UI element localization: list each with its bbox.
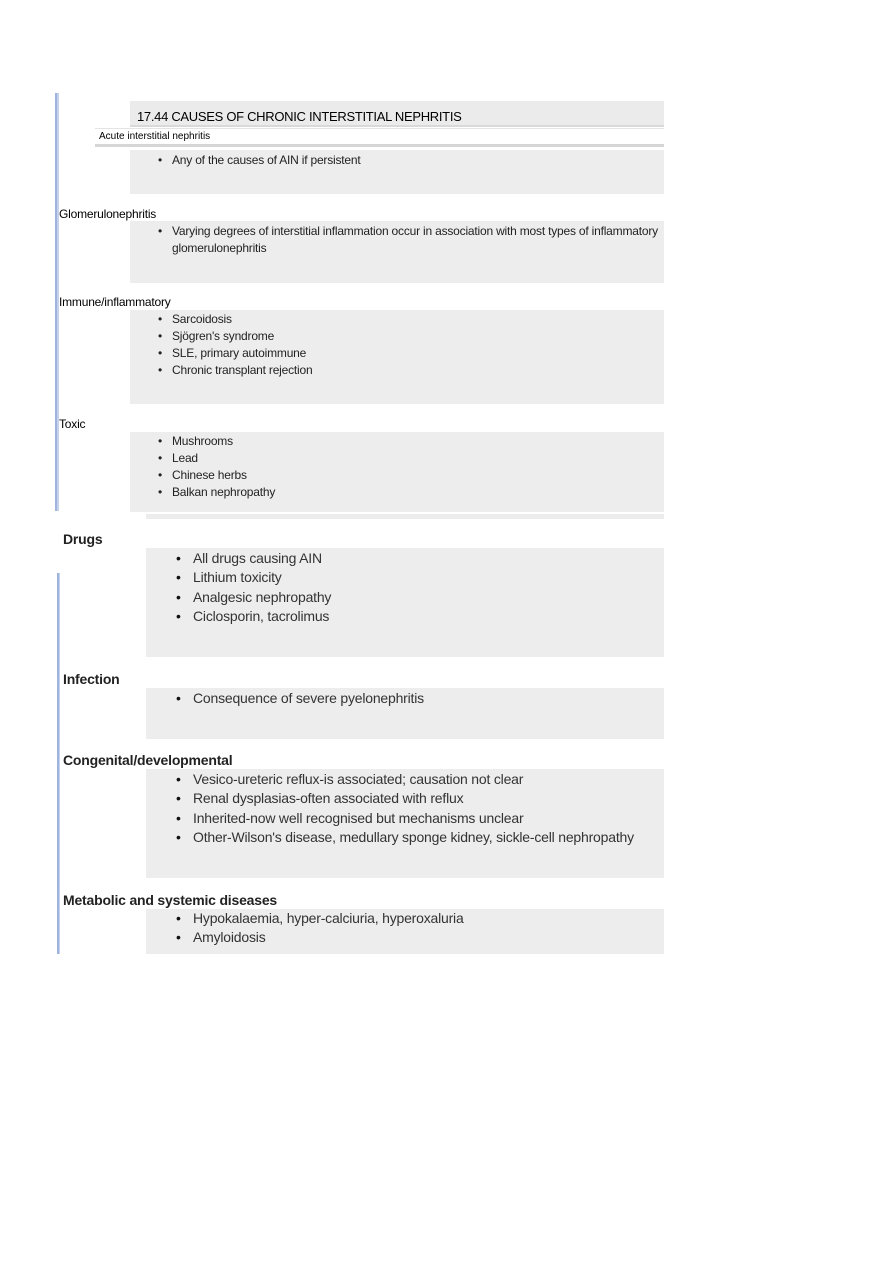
list-item: • Any of the causes of AIN if persistent	[158, 152, 361, 169]
list-item: • Sarcoidosis	[158, 311, 312, 328]
list-item: • Lead	[158, 450, 275, 467]
list-immune	[158, 311, 312, 379]
divider	[146, 514, 664, 519]
section-heading-metabolic: Metabolic and systemic diseases	[63, 892, 278, 908]
list-item: • Balkan nephropathy	[158, 484, 275, 501]
list-glomerulonephritis	[158, 223, 663, 257]
list-item: • All drugs causing AIN	[176, 549, 331, 568]
page-title: 17.44 CAUSES OF CHRONIC INTERSTITIAL NEPHRITIS	[137, 109, 462, 124]
list-item: • Analgesic nephropathy	[176, 588, 331, 607]
list-item: • SLE, primary autoimmune	[158, 345, 312, 362]
list-item: • Chronic transplant rejection	[158, 362, 312, 379]
list-item: • Mushrooms	[158, 433, 275, 450]
list-item: • Inherited-now well recognised but mechanisms unclear	[176, 809, 634, 828]
list-acute	[158, 152, 361, 169]
section-heading-immune: Immune/inflammatory	[59, 295, 171, 309]
list-item: • Vesico-ureteric reflux-is associated; causation not clear	[176, 770, 634, 789]
list-item: • Other-Wilson's disease, medullary sponge kidney, sickle-cell nephropathy	[176, 828, 634, 847]
list-congenital	[176, 770, 634, 847]
section-heading-congenital: Congenital/developmental	[63, 752, 233, 768]
list-item: • Ciclosporin, tacrolimus	[176, 607, 331, 626]
section-heading-glomerulonephritis: Glomerulonephritis	[59, 207, 157, 221]
list-toxic	[158, 433, 275, 501]
section-heading-drugs: Drugs	[63, 531, 103, 547]
list-item: • Lithium toxicity	[176, 568, 331, 587]
section-heading-infection: Infection	[63, 671, 120, 687]
section-heading-acute: Acute interstitial nephritis	[99, 131, 211, 142]
left-margin-bar	[57, 573, 60, 954]
section-heading-toxic: Toxic	[59, 417, 86, 431]
list-item: • Sjögren's syndrome	[158, 328, 312, 345]
list-item: • Hypokalaemia, hyper-calciuria, hyperoxaluria	[176, 909, 464, 928]
list-infection	[176, 689, 424, 708]
list-item: • Varying degrees of interstitial inflammation occur in association with most types of inflammatory glomerulonephritis	[158, 223, 663, 257]
list-item: • Consequence of severe pyelonephritis	[176, 689, 424, 708]
list-metabolic	[176, 909, 464, 948]
list-item: • Chinese herbs	[158, 467, 275, 484]
list-drugs	[176, 549, 331, 626]
list-item: • Amyloidosis	[176, 928, 464, 947]
list-item: • Renal dysplasias-often associated with reflux	[176, 789, 634, 808]
